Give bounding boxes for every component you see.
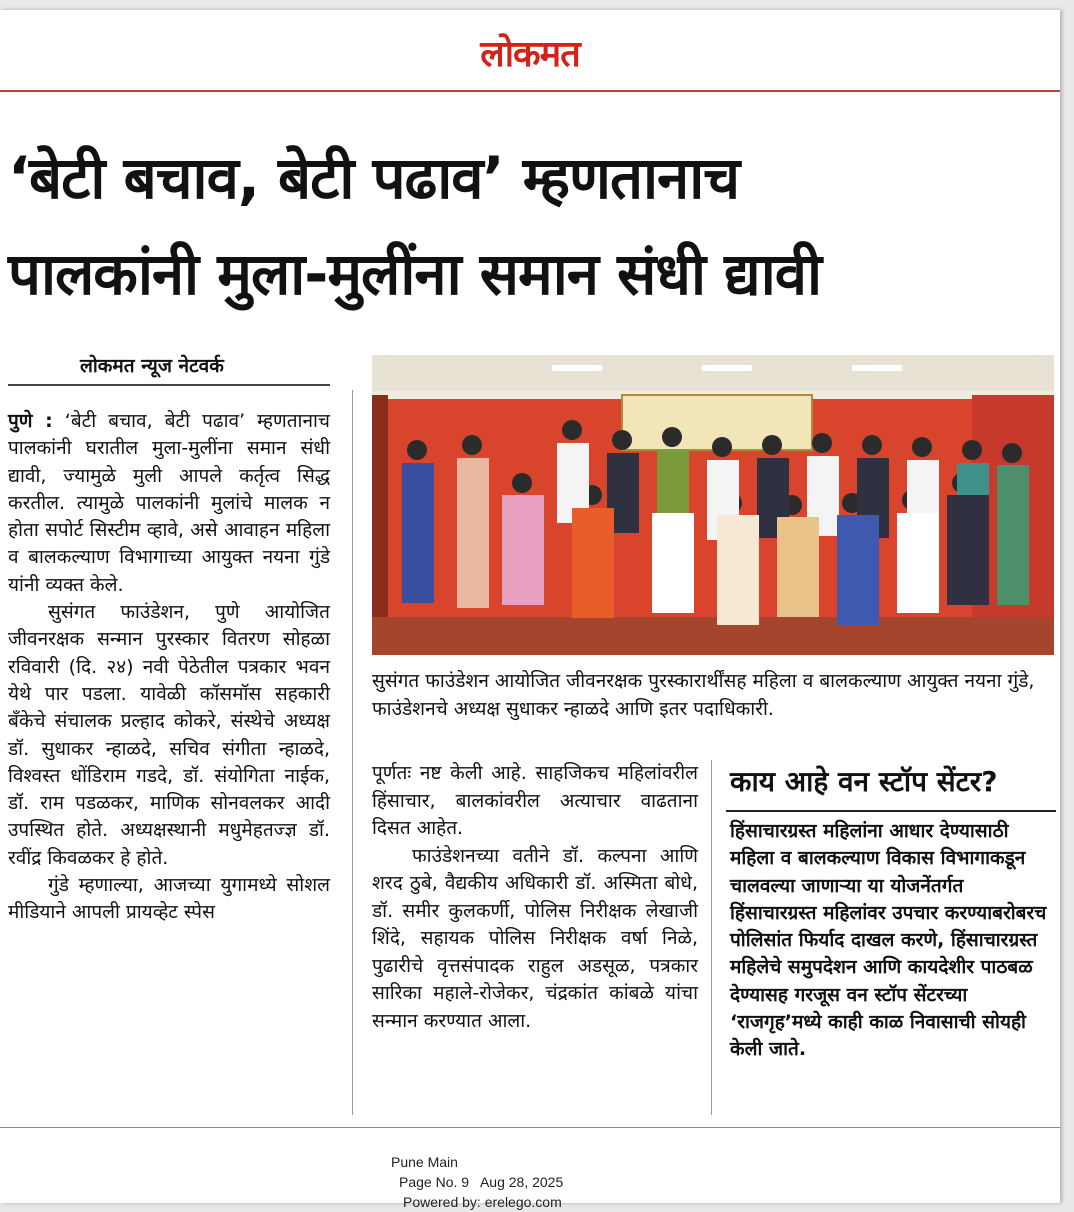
sidebar-text: हिंसाचारग्रस्त महिलांना आधार देण्यासाठी महिला व बालकल्याण विकास विभागाकडून चालवल्या जाणाऱ्या या योजनेंतर्गत हिंसाचारग्रस्त महिलांवर उपचार करण्याबरोबरच पोलिसांत फिर्याद दाखल करणे, हिंसाचारग्रस्त महिलेचे समुपदेशन आणि कायदेशीर पाठबळ देण्यासह गरजूस वन स्टॉप सेंटरच्या ‘राजगृह’मध्ये काही काळ निवासाची सोयही केली जाते. (730, 820, 1047, 1061)
column-divider (352, 390, 353, 1115)
footer-edition: Pune Main (391, 1154, 458, 1170)
headline-line-2: पालकांनी मुला-मुलींना समान संधी द्यावी (8, 240, 822, 308)
footer-powered-by: Powered by: erelego.com (403, 1194, 562, 1210)
paragraph: सुसंगत फाउंडेशन, पुणे आयोजित जीवनरक्षक सन्मान पुरस्कार वितरण सोहळा रविवारी (दि. २४) नवी पेठेतील पत्रकार भवन येथे पार पडला. यावेळी कॉसमॉस सहकारी बँकेचे संचालक प्रल्हाद कोकरे, संस्थेचे अध्यक्ष डॉ. सुधाकर न्हाळदे, सचिव संगीता न्हाळदे, विश्वस्त धोंडिराम गडदे, डॉ. संयोगिता नाईक, डॉ. राम पडळकर, माणिक सोनवलकर आदी उपस्थित होते. अध्यक्षस्थानी मधुमेहतज्ज्ञ डॉ. रवींद्र किवळकर हे होते. (8, 601, 330, 869)
headline (8, 130, 1048, 322)
masthead (0, 10, 1060, 92)
headline-line-1: ‘बेटी बचाव, बेटी पढाव’ म्हणतानाच (8, 144, 740, 212)
sidebar-divider (726, 810, 1056, 812)
paragraph: गुंडे म्हणाल्या, आजच्या युगामध्ये सोशल मीडियाने आपली प्रायव्हेट स्पेस (8, 874, 330, 924)
footer-divider (0, 1127, 1060, 1128)
footer-page-date: Page No. 9 Aug 28, 2025 (399, 1174, 564, 1190)
sidebar-box (730, 818, 1056, 1064)
sidebar-title: काय आहे वन स्टॉप सेंटर? (730, 765, 998, 798)
newspaper-logo: लोकमत (480, 34, 580, 75)
event-photo (372, 355, 1054, 655)
article-column-left (8, 408, 330, 927)
group-photo-illustration (372, 355, 1054, 655)
paragraph: पूर्णतः नष्ट केली आहे. साहजिकच महिलांवरील हिंसाचार, बालकांवरील अत्याचार वाढताना दिसत आहेत. (372, 762, 698, 839)
newspaper-page (0, 10, 1060, 1210)
dateline: पुणे : (8, 410, 53, 432)
article-column-middle (372, 760, 698, 1035)
paragraph-text: ‘बेटी बचाव, बेटी पढाव’ म्हणतानाच पालकांनी घरातील मुला-मुलींना समान संधी द्यावी, ज्यामुळे मुली आपले कर्तृत्व सिद्ध करतील. त्यामुळे पालकांनी मुलांचे मालक न होता सपोर्ट सिस्टीम व्हावे, असे आवाहन महिला व बालकल्याण विभागाच्या आयुक्त नयना गुंडे यांनी व्यक्त केले. (8, 410, 330, 596)
page-footer (391, 1152, 563, 1212)
paragraph: फाउंडेशनच्या वतीने डॉ. कल्पना आणि शरद ठुबे, वैद्यकीय अधिकारी डॉ. अस्मिता बोधे, डॉ. समीर कुलकर्णी, पोलिस निरीक्षक लेखाजी शिंदे, सहायक पोलिस निरीक्षक वर्षा निळे, पुढारीचे वृत्तसंपादक राहुल अडसूळ, पत्रकार सारिका महाले-रोजेकर, चंद्रकांत कांबळे यांचा सन्मान करण्यात आला. (372, 844, 698, 1032)
paragraph (8, 408, 330, 599)
byline-divider (8, 384, 330, 386)
byline: लोकमत न्यूज नेटवर्क (80, 355, 224, 377)
column-divider (711, 760, 712, 1115)
photo-caption: सुसंगत फाउंडेशन आयोजित जीवनरक्षक पुरस्कारार्थींसह महिला व बालकल्याण आयुक्त नयना गुंडे, फाउंडेशनचे अध्यक्ष सुधाकर न्हाळदे आणि इतर पदाधिकारी. (372, 670, 1035, 720)
